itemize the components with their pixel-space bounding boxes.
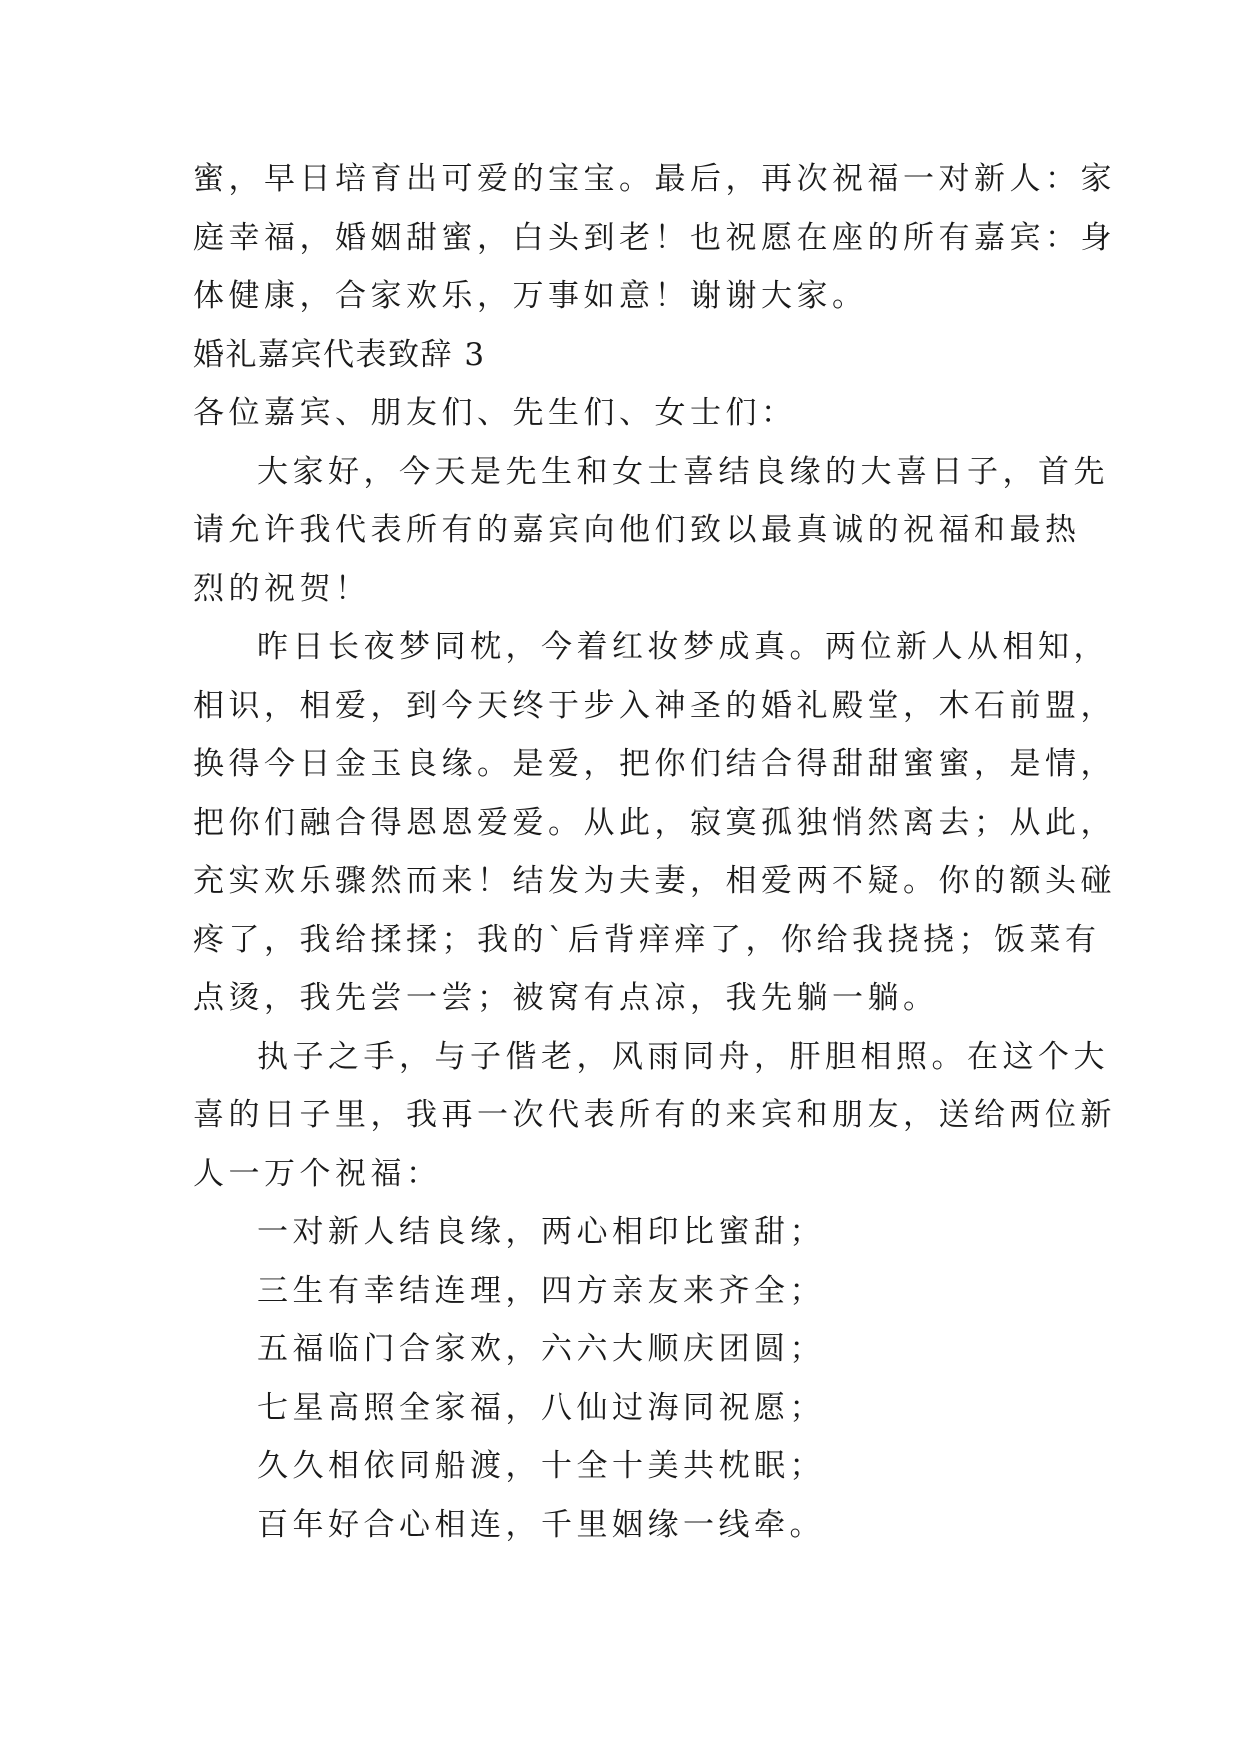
text-line: 充实欢乐骤然而来！结发为夫妻，相爱两不疑。你的额头碰 — [193, 863, 1116, 899]
verse-line: 一对新人结良缘，两心相印比蜜甜； — [257, 1214, 825, 1250]
verse-line: 百年好合心相连，千里姻缘一线牵。 — [257, 1506, 825, 1543]
paragraph-first-line: 大家好，今天是先生和女士喜结良缘的大喜日子，首先 — [257, 453, 1109, 490]
text-line: 人一万个祝福： — [193, 1155, 442, 1192]
document-page — [193, 150, 1116, 1554]
text-line: 把你们融合得恩恩爱爱。从此，寂寞孤独悄然离去；从此， — [193, 804, 1116, 841]
text-line: 请允许我代表所有的嘉宾向他们致以最真诚的祝福和最热 — [193, 512, 1081, 548]
text-line: 喜的日子里，我再一次代表所有的来宾和朋友，送给两位新 — [193, 1097, 1116, 1133]
verse-line: 三生有幸结连理，四方亲友来齐全； — [257, 1272, 825, 1309]
text-line: 相识，相爱，到今天终于步入神圣的婚礼殿堂，木石前盟， — [193, 687, 1116, 724]
text-line: 烈的祝贺！ — [193, 570, 371, 607]
verse-line: 久久相依同船渡，十全十美共枕眠； — [257, 1448, 825, 1484]
paragraph-first-line: 执子之手，与子偕老，风雨同舟，肝胆相照。在这个大 — [257, 1038, 1109, 1075]
text-line: 体健康，合家欢乐，万事如意！谢谢大家。 — [193, 278, 868, 314]
section-heading: 婚礼嘉宾代表致辞 3 — [193, 336, 486, 373]
salutation-line: 各位嘉宾、朋友们、先生们、女士们： — [193, 395, 797, 431]
text-line: 蜜，早日培育出可爱的宝宝。最后，再次祝福一对新人：家 — [193, 161, 1116, 197]
verse-line: 五福临门合家欢，六六大顺庆团圆； — [257, 1331, 825, 1367]
paragraph-first-line: 昨日长夜梦同枕，今着红妆梦成真。两位新人从相知， — [257, 629, 1109, 665]
text-line: 换得今日金玉良缘。是爱，把你们结合得甜甜蜜蜜，是情， — [193, 746, 1116, 782]
text-line: 点烫，我先尝一尝；被窝有点凉，我先躺一躺。 — [193, 980, 939, 1016]
text-line: 疼了，我给揉揉；我的`后背痒痒了，你给我挠挠；饭菜有 — [193, 921, 1101, 958]
verse-line: 七星高照全家福，八仙过海同祝愿； — [257, 1389, 825, 1426]
text-line: 庭幸福，婚姻甜蜜，白头到老！也祝愿在座的所有嘉宾：身 — [193, 219, 1116, 256]
